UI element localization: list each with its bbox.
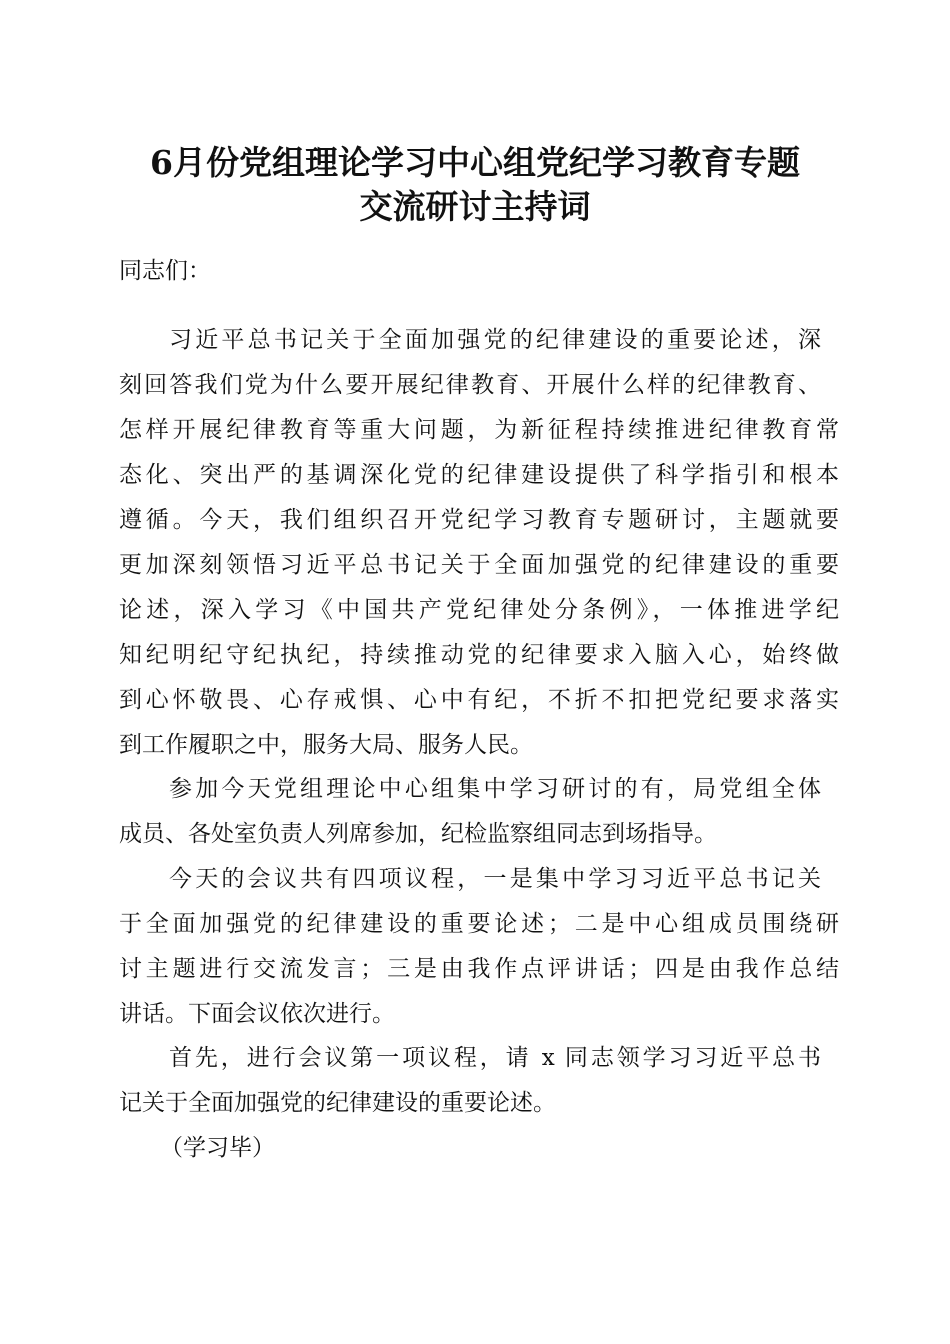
paragraph-2-line: 成员、各处室负责人列席参加，纪检监察组同志到场指导。: [119, 821, 717, 847]
paragraph-1-line: 知纪明纪守纪执纪，持续推动党的纪律要求入脑入心，始终做: [119, 642, 839, 668]
document-title-line-1: 6月份党组理论学习中心组党纪学习教育专题: [150, 143, 800, 182]
paragraph-3-line: 于全面加强党的纪律建设的重要论述；二是中心组成员围绕研: [119, 911, 839, 937]
paragraph-1-line: 刻回答我们党为什么要开展纪律教育、开展什么样的纪律教育、: [119, 372, 821, 398]
paragraph-1-line: 更加深刻领悟习近平总书记关于全面加强党的纪律建设的重要: [119, 552, 839, 578]
paragraph-3-line: 讨主题进行交流发言；三是由我作点评讲话；四是由我作总结: [119, 956, 839, 982]
paragraph-1-line: 遵循。今天，我们组织召开党纪学习教育专题研讨，主题就要: [119, 507, 839, 533]
paragraph-1-line: 论述，深入学习《中国共产党纪律处分条例》，一体推进学纪: [119, 597, 839, 623]
paragraph-1-line: 怎样开展纪律教育等重大问题，为新征程持续推进纪律教育常: [119, 417, 839, 443]
paragraph-1-line: 习近平总书记关于全面加强党的纪律建设的重要论述，深: [169, 327, 821, 353]
paragraph-3-line: 讲话。下面会议依次进行。: [119, 1001, 395, 1027]
document-title-line-2: 交流研讨主持词: [359, 187, 591, 226]
paragraph-1-line: 态化、突出严的基调深化党的纪律建设提供了科学指引和根本: [119, 462, 839, 488]
paragraph-1-line: 到心怀敬畏、心存戒惧、心中有纪，不折不扣把党纪要求落实: [119, 687, 839, 713]
paragraph-2-line: 参加今天党组理论中心组集中学习研讨的有，局党组全体: [169, 776, 821, 802]
paragraph-1-line: 到工作履职之中，服务大局、服务人民。: [119, 732, 533, 758]
salutation: 同志们：: [119, 258, 211, 284]
paragraph-3-line: 今天的会议共有四项议程，一是集中学习习近平总书记关: [169, 866, 821, 892]
paragraph-4-line: 首先，进行会议第一项议程，请 x 同志领学习习近平总书: [169, 1045, 821, 1071]
paragraph-4-line: 记关于全面加强党的纪律建设的重要论述。: [119, 1090, 556, 1116]
study-finished-note: （学习毕）: [160, 1135, 275, 1161]
